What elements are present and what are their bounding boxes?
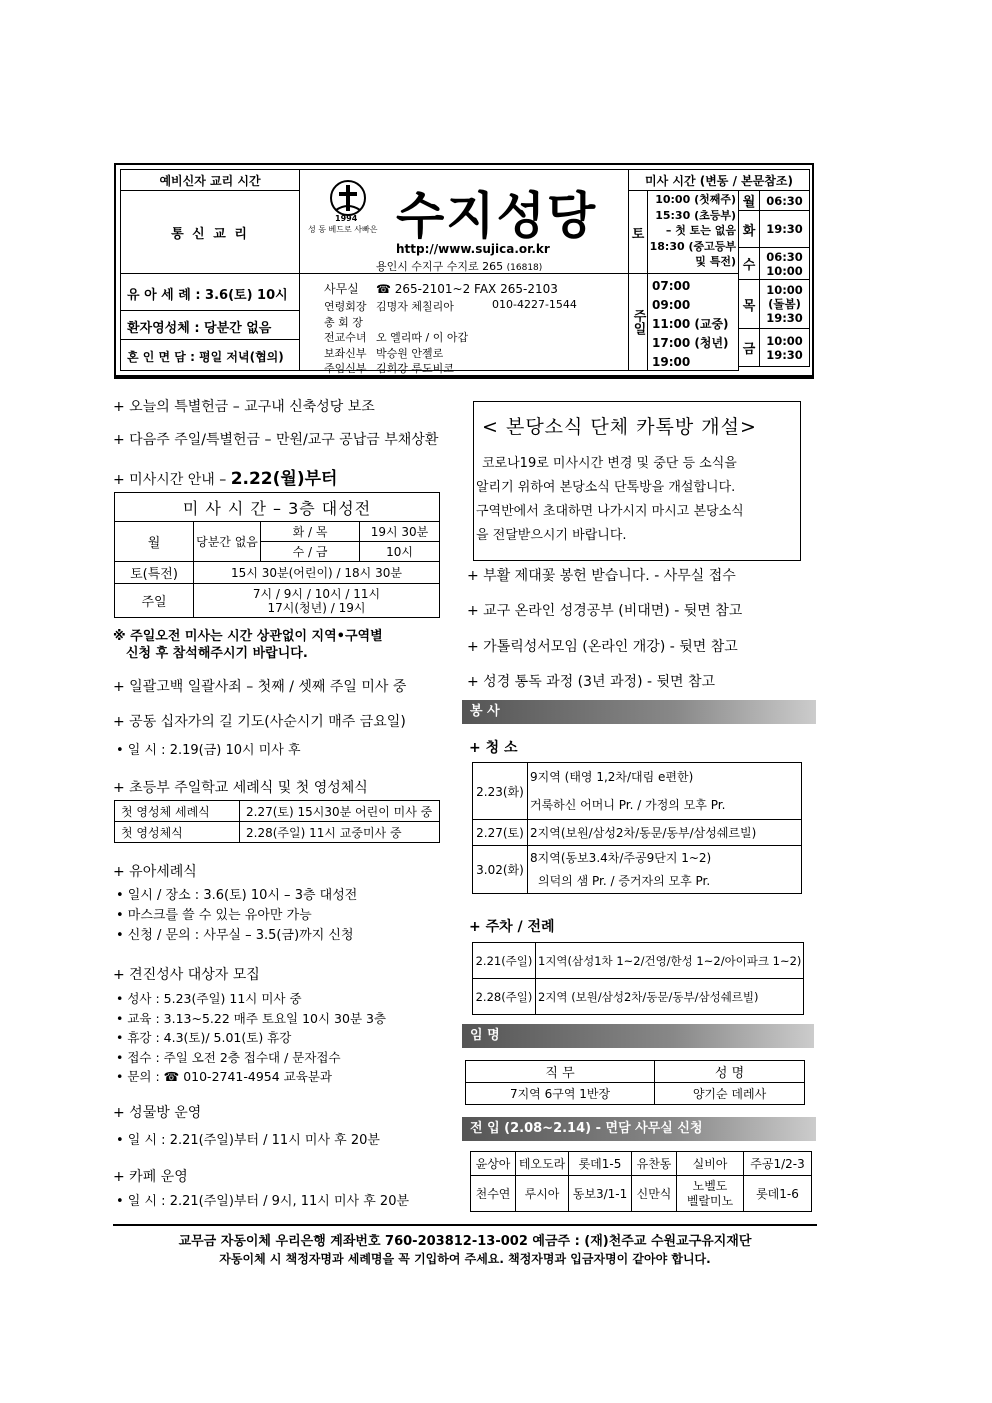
transfer-cell: 유찬동 bbox=[632, 1152, 677, 1176]
infant-item: • 일시 / 장소 : 3.6(토) 10시 – 3층 대성전 bbox=[116, 888, 358, 903]
communion-when: 2.27(토) 15시30분 어린이 미사 중 bbox=[240, 801, 440, 822]
contact-row bbox=[324, 314, 624, 330]
cleaning-date: 2.23(화) bbox=[473, 763, 528, 820]
transfer-cell: 노벨도 벨랄미노 bbox=[677, 1176, 744, 1212]
infant-list bbox=[116, 886, 357, 946]
marriage-counsel: 혼 인 면 담 : 평일 저녁(협의) bbox=[120, 339, 300, 371]
appoint-bar: 임 명 bbox=[462, 1024, 814, 1048]
cleaning-detail bbox=[528, 763, 802, 820]
service-bar: 봉 사 bbox=[462, 700, 816, 724]
contact-value: 김희강 루도비코 bbox=[376, 362, 454, 375]
address-text: 용인시 수지구 수지로 265 bbox=[376, 260, 504, 273]
transfer-cell: 실비아 bbox=[677, 1152, 744, 1176]
mon-label: 월 bbox=[115, 522, 194, 562]
cafe-title: + 카페 운영 bbox=[113, 1169, 188, 1185]
right-item: + 교구 온라인 성경공부 (비대면) - 뒷면 참고 bbox=[467, 603, 743, 619]
weekday-day: 금 bbox=[738, 328, 760, 367]
parking-text: 1지역(삼성1차 1~2/건영/한성 1~2/아이파크 1~2) bbox=[536, 943, 804, 979]
sun-time-1: 7시 / 9시 / 10시 / 11시 bbox=[252, 586, 381, 601]
weekday-mass bbox=[738, 190, 810, 371]
confirm-item: • 접수 : 주일 오전 2층 접수대 / 문자접수 bbox=[116, 1049, 341, 1065]
sunday-time: 09:00 bbox=[652, 298, 691, 312]
next-collection: + 다음주 주일/특별헌금 – 만원/교구 공납금 부채상환 bbox=[113, 432, 439, 448]
contact-row bbox=[324, 329, 624, 345]
right-item: + 가톨릭성서모임 (온라인 개강) - 뒷면 참고 bbox=[467, 639, 738, 655]
catechism-value: 통 신 교 리 bbox=[120, 190, 300, 274]
cafe-detail: • 일 시 : 2.21(주일)부터 / 9시, 11시 미사 후 20분 bbox=[116, 1194, 410, 1209]
cleaning-title: + 청 소 bbox=[469, 740, 518, 756]
kakao-line: 을 전달받으시기 바랍니다. bbox=[476, 528, 627, 543]
infant-item: • 신청 / 문의 : 사무실 – 3.5(금)까지 신청 bbox=[116, 928, 354, 943]
contact-value: ☎ 265-2101~2 FAX 265-2103 bbox=[376, 282, 558, 296]
saturday-time: 15:30 (초등부) bbox=[655, 208, 736, 222]
sat-label: 토(특전) bbox=[115, 562, 194, 584]
title-block bbox=[299, 169, 629, 274]
saturday-label: 토 bbox=[628, 190, 648, 274]
cleaning-table bbox=[472, 762, 802, 894]
appoint-table bbox=[465, 1060, 805, 1105]
shop-title: + 성물방 운영 bbox=[113, 1105, 202, 1121]
transfer-cell: 동보3/1-1 bbox=[569, 1176, 632, 1212]
weekday-times: 19:30 bbox=[759, 210, 810, 248]
cleaning-line: 의덕의 샘 Pr. / 증거자의 모후 Pr. bbox=[538, 873, 711, 888]
wed-fri-time: 10시 bbox=[360, 542, 440, 562]
first-communion-title: + 초등부 주일학교 세례식 및 첫 영성체식 bbox=[113, 780, 368, 796]
contact-role: 연령회장 bbox=[324, 300, 367, 313]
weekday-day: 화 bbox=[738, 210, 760, 248]
saturday-time: – 첫 토는 없음 bbox=[665, 224, 736, 237]
stations-detail: • 일 시 : 2.19(금) 10시 미사 후 bbox=[116, 743, 301, 758]
weekday-times: 10:00 (돌봄) 19:30 bbox=[759, 279, 810, 329]
mass-notice-date: 2.22(월)부터 bbox=[230, 469, 338, 489]
kakao-body bbox=[476, 452, 800, 548]
parking-title: + 주차 / 전례 bbox=[469, 919, 555, 935]
kakao-line: 코로나19로 미사시간 변경 및 중단 등 소식을 bbox=[482, 456, 737, 471]
confirm-item: • 문의 : ☎ 010-2741-4954 교육분과 bbox=[116, 1069, 332, 1084]
contact-role: 주임신부 bbox=[324, 362, 367, 375]
transfer-bar: 전 입 (2.08~2.14) - 면담 사무실 신청 bbox=[462, 1117, 816, 1141]
website-link[interactable]: http://www.sujica.or.kr bbox=[396, 242, 550, 256]
sunday-time: 17:00 (청년) bbox=[652, 336, 729, 350]
transfer-cell: 롯데1-6 bbox=[744, 1176, 812, 1212]
saturday-time: 10:00 (첫째주) bbox=[655, 193, 736, 206]
transfer-cell: 윤상아 bbox=[471, 1152, 516, 1176]
confirm-item: • 휴강 : 4.3(토)/ 5.01(토) 휴강 bbox=[116, 1030, 292, 1045]
cleaning-detail bbox=[528, 846, 802, 894]
patient-communion: 환자영성체 : 당분간 없음 bbox=[120, 310, 300, 340]
communion-name: 첫 영성체식 bbox=[115, 822, 240, 843]
confirm-item: • 성사 : 5.23(주일) 11시 미사 중 bbox=[116, 991, 302, 1006]
sat-time: 15시 30분(어린이) / 18시 30분 bbox=[194, 562, 440, 584]
weekday-day: 월 bbox=[738, 190, 760, 211]
transfer-cell: 천수연 bbox=[471, 1176, 516, 1212]
transfer-cell: 롯데1-5 bbox=[569, 1152, 632, 1176]
appoint-head-name: 성 명 bbox=[655, 1061, 805, 1083]
mass-title: 미사 시간 (변동 / 본문참조) bbox=[628, 169, 810, 191]
catechism-title: 예비신자 교리 시간 bbox=[120, 169, 300, 191]
cleaning-line: 9지역 (태영 1,2차/대림 e편한) bbox=[530, 770, 694, 784]
sunday-label: 주일 bbox=[628, 273, 648, 371]
wed-fri-label: 수 / 금 bbox=[261, 542, 360, 562]
footer-account: 교무금 자동이체 우리은행 계좌번호 760-203812-13-002 예금주 : (재)천주교 수원교구유지재단 bbox=[178, 1234, 752, 1249]
sunday-times bbox=[647, 273, 739, 371]
contact-row bbox=[324, 360, 624, 376]
first-communion-table bbox=[114, 800, 440, 843]
kakao-notice-box bbox=[473, 401, 801, 561]
saturday-times bbox=[647, 190, 739, 274]
contact-row bbox=[324, 280, 624, 298]
contact-extra: 010-4227-1544 bbox=[492, 298, 577, 311]
mass-note-2: 신청 후 참석해주시기 바랍니다. bbox=[126, 646, 308, 661]
logo-year: 1994 bbox=[335, 214, 358, 223]
bulletin-header bbox=[114, 163, 814, 379]
weekday-day: 수 bbox=[738, 247, 760, 280]
contact-row bbox=[324, 345, 624, 361]
transfer-cell: 테오도라 bbox=[516, 1152, 569, 1176]
sunday-time: 11:00 (교중) bbox=[652, 317, 729, 331]
infant-baptism: 유 아 세 례 : 3.6(토) 10시 bbox=[120, 273, 300, 311]
confirm-title: + 견진성사 대상자 모집 bbox=[113, 967, 260, 983]
transfer-cell: 주공1/2-3 bbox=[744, 1152, 812, 1176]
parking-date: 2.21(주일) bbox=[473, 943, 536, 979]
sunday-time: 19:00 bbox=[652, 355, 691, 369]
parking-date: 2.28(주일) bbox=[473, 979, 536, 1015]
contact-value: 김명자 체칠리아 bbox=[376, 300, 454, 313]
cleaning-date: 2.27(토) bbox=[473, 820, 528, 846]
contact-value: 박승원 안젤로 bbox=[376, 346, 444, 360]
appoint-role: 7지역 6구역 1반장 bbox=[466, 1083, 655, 1105]
sun-time-2: 17시(청년) / 19시 bbox=[267, 600, 366, 615]
infant-item: • 마스크를 쓸 수 있는 유아만 가능 bbox=[116, 908, 312, 923]
cleaning-line: 2지역(보원/삼성2차/동문/동부/삼성쉐르빌) bbox=[528, 820, 802, 846]
tue-thu-time: 19시 30분 bbox=[360, 522, 440, 542]
cleaning-line: 거룩하신 어머니 Pr. / 가정의 모후 Pr. bbox=[530, 798, 726, 812]
confirm-list bbox=[116, 989, 386, 1087]
transfer-cell: 신만식 bbox=[632, 1176, 677, 1212]
mass-note-1: ※ 주일오전 미사는 시간 상관없이 지역•구역별 bbox=[113, 629, 383, 644]
appoint-head-role: 직 무 bbox=[466, 1061, 655, 1083]
appoint-name: 양기순 데레사 bbox=[655, 1083, 805, 1105]
transfer-table bbox=[470, 1151, 812, 1212]
weekday-times: 10:00 19:30 bbox=[759, 328, 810, 367]
confession: + 일괄고백 일괄사죄 – 첫째 / 셋째 주일 미사 중 bbox=[113, 679, 407, 695]
infant-title: + 유아세례식 bbox=[113, 864, 197, 880]
communion-name: 첫 영성체 세례식 bbox=[115, 801, 240, 822]
confirm-item: • 교육 : 3.13~5.22 매주 토요일 10시 30분 3층 bbox=[116, 1010, 387, 1026]
postcode: (16818) bbox=[506, 263, 543, 273]
contact-block bbox=[299, 273, 629, 375]
mass-notice bbox=[113, 464, 337, 489]
kakao-line: 구역반에서 초대하면 나가시지 마시고 본당소식 bbox=[476, 504, 744, 519]
mass-table-title: 미 사 시 간 – 3층 대성전 bbox=[115, 493, 440, 522]
contact-role: 전교수녀 bbox=[324, 331, 367, 344]
footer-note: 자동이체 시 책정자명과 세례명을 꼭 기입하여 주세요. 책정자명과 입금자명이 같아야 합니다. bbox=[219, 1252, 711, 1266]
address bbox=[376, 258, 542, 274]
contact-row bbox=[324, 298, 624, 314]
contact-value: 오 엘리따 / 이 아갑 bbox=[376, 331, 469, 344]
mass-schedule-table bbox=[114, 492, 440, 618]
kakao-line: 알리기 위하여 본당소식 단톡방을 개설합니다. bbox=[476, 480, 736, 495]
weekday-times: 06:30 bbox=[759, 190, 810, 211]
sun-time bbox=[194, 584, 440, 618]
saturday-time: 18:30 (중고등부 bbox=[649, 239, 736, 253]
communion-when: 2.28(주일) 11시 교중미사 중 bbox=[240, 822, 440, 843]
contact-role: 사무실 bbox=[324, 282, 359, 296]
stations-title: + 공동 십자가의 길 기도(사순시기 매주 금요일) bbox=[113, 714, 406, 730]
contact-list bbox=[324, 280, 624, 376]
sunday-time: 07:00 bbox=[652, 279, 691, 293]
weekday-day: 목 bbox=[738, 279, 760, 329]
special-collection: + 오늘의 특별헌금 – 교구내 신축성당 보조 bbox=[113, 399, 375, 415]
tue-thu-label: 화 / 목 bbox=[261, 522, 360, 542]
weekday-times: 06:30 10:00 bbox=[759, 247, 810, 280]
footer-rule bbox=[113, 1224, 817, 1226]
cleaning-date: 3.02(화) bbox=[473, 846, 528, 894]
contact-role: 보좌신부 bbox=[324, 346, 367, 360]
shop-detail: • 일 시 : 2.21(주일)부터 / 11시 미사 후 20분 bbox=[116, 1133, 380, 1148]
mon-value: 당분간 없음 bbox=[194, 522, 261, 562]
church-logo-icon bbox=[328, 178, 368, 218]
church-name: 수지성당 bbox=[396, 187, 598, 245]
transfer-cell: 루시아 bbox=[516, 1176, 569, 1212]
cleaning-line: 8지역(동보3.4차/주공9단지 1~2) bbox=[530, 850, 712, 865]
parking-table bbox=[472, 942, 804, 1015]
logo-caption: 성 동 베드로 사빠은 bbox=[308, 225, 378, 234]
parking-text: 2지역 (보원/삼성2차/동문/동부/삼성쉐르빌) bbox=[536, 979, 804, 1015]
saturday-time: 및 특전) bbox=[695, 255, 736, 268]
kakao-title: < 본당소식 단체 카톡방 개설> bbox=[482, 416, 757, 438]
sun-label: 주일 bbox=[115, 584, 194, 618]
contact-role: 총 회 장 bbox=[324, 315, 363, 329]
right-item: + 부활 제대꽃 봉헌 받습니다. - 사무실 접수 bbox=[467, 568, 736, 584]
mass-notice-prefix: + 미사시간 안내 – bbox=[113, 472, 227, 488]
right-item: + 성경 통독 과정 (3년 과정) - 뒷면 참고 bbox=[467, 674, 716, 690]
